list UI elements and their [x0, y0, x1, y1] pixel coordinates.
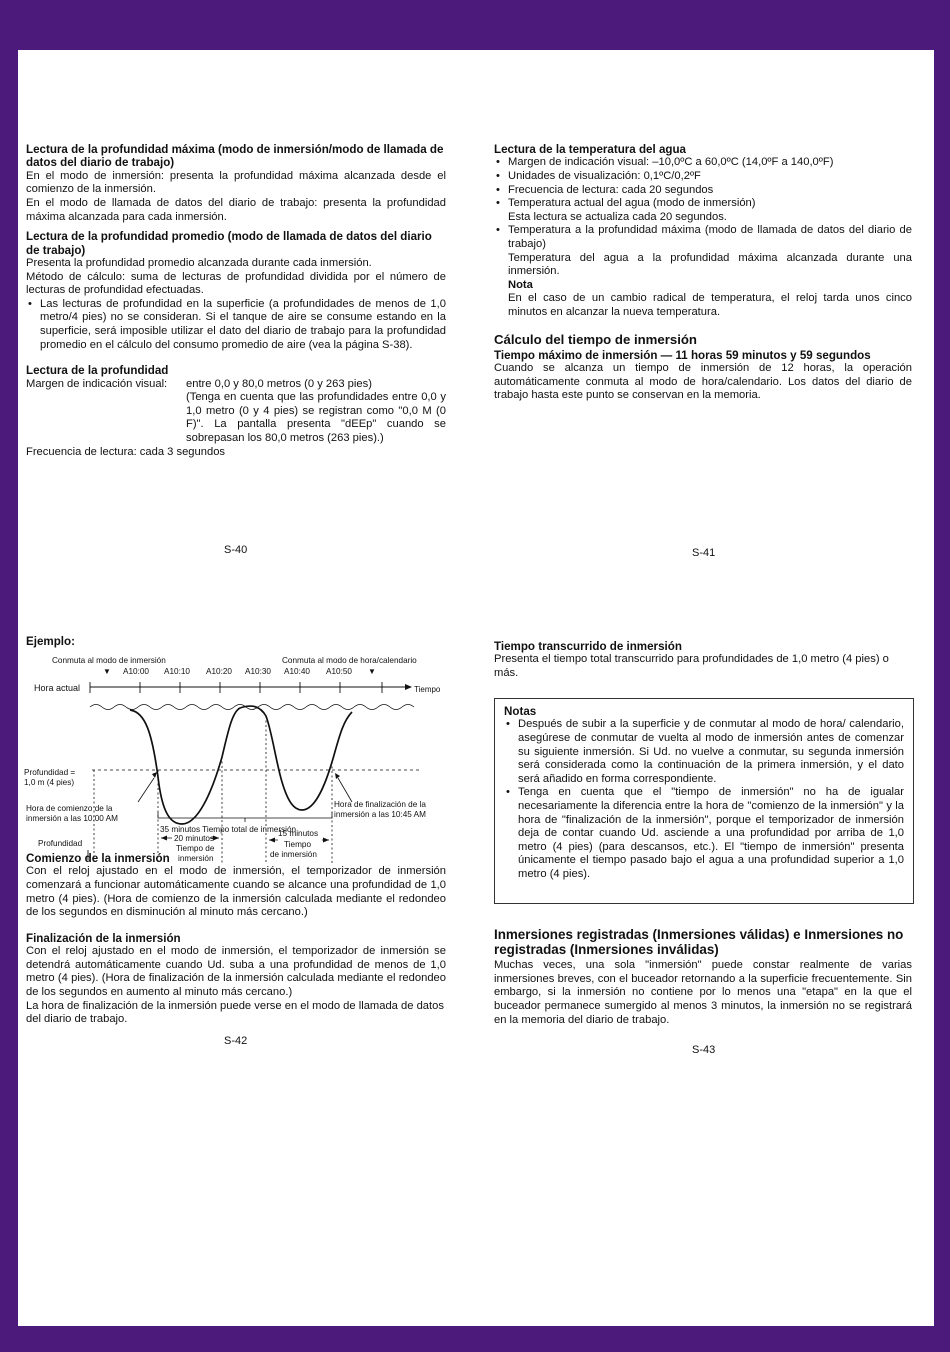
- depth-range-label: Margen de indicación visual:: [26, 377, 168, 390]
- elapsed-time-text: Presenta el tiempo total transcurrido para profundidades de 1,0 metro (4 pies) o más.: [494, 653, 889, 679]
- heading-dive-end: Finalización de la inmersión: [26, 931, 181, 945]
- tick-time-1: A10:10: [164, 667, 190, 676]
- dive2-minutes: 15 minutos: [278, 829, 319, 838]
- temp-bullet-range: • Margen de indicación visual: –10,0ºC a 60,0ºC (14,0ºF a 140,0ºF): [494, 156, 912, 170]
- heading-avg-depth: Lectura de la profundidad promedio (modo de llamada de datos del diario de trabajo): [26, 230, 432, 257]
- label-depth-level-2: 1,0 m (4 pies): [24, 778, 75, 787]
- heading-dive-start: Comienzo de la inmersión: [26, 852, 170, 865]
- label-total-time: 35 minutos Tiempo total de inmersión: [160, 825, 297, 834]
- temp-bullet-units: • Unidades de visualización: 0,1ºC/0,2ºF: [494, 170, 912, 184]
- label-depth-axis: Profundidad: [38, 839, 83, 848]
- temp-nota-label: Nota: [508, 278, 533, 291]
- notes-list: [504, 718, 904, 881]
- max-depth-text-1: En el modo de inmersión: presenta la profundidad máxima alcanzada desde el comienzo de la inmersión.: [26, 169, 446, 196]
- label-depth-level: Profundidad =: [24, 768, 76, 777]
- label-start-time-2: inmersión a las 10:00 AM: [26, 814, 118, 823]
- temp-max-sub: Temperatura del agua a la profundidad máxima alcanzada durante una inmersión.: [508, 251, 912, 278]
- depth-range-row: [26, 378, 446, 392]
- notes-content: [504, 705, 904, 882]
- avg-depth-text-2: Método de cálculo: suma de lecturas de profundidad dividida por el número de lecturas de profundidad efectuadas.: [26, 270, 446, 297]
- label-end-time: Hora de finalización de la: [334, 800, 426, 809]
- label-time-axis: Tiempo: [414, 685, 441, 694]
- label-switch-time: Conmuta al modo de hora/calendario: [282, 656, 417, 665]
- temp-current-label: Temperatura actual del agua (modo de inmersión): [508, 197, 756, 210]
- note-item-2: • Tenga en cuenta que el "tiempo de inmersión" no ha de igualar necesariamente la diferencia entre la hora de "comienzo de la inmersión" y la hora de "finalización de la inmersión", porque el temporizador de inmersión deja de contar cuando Ud. asciende a una profundidad por arriba de 1,0 metro (4 pies) (para descansos, etc.). El "tiempo de inmersión" presenta únicamente el tiempo pasado bajo el agua a una profundidad superior a 1,0 metro (4 pies).: [504, 786, 904, 881]
- temp-max-label: Temperatura a la profundidad máxima (modo de llamada de datos del diario de trabajo): [508, 224, 912, 250]
- heading-max-dive-time: Tiempo máximo de inmersión — 11 horas 59 minutos y 59 segundos: [494, 348, 871, 362]
- heading-example: Ejemplo:: [26, 635, 75, 648]
- end-leader: [338, 778, 352, 802]
- arrow-down-dive: ▼: [103, 667, 111, 676]
- example-heading: [26, 635, 446, 648]
- dive2-label-a: Tiempo: [284, 840, 311, 849]
- avg-depth-list: [26, 298, 446, 352]
- page-s40: [26, 143, 446, 459]
- start-leader-arrow: [152, 772, 157, 778]
- dive-end-text-2: La hora de finalización de la inmersión puede verse en el modo de llamada de datos del diario de trabajo.: [26, 999, 444, 1026]
- dive2-label-b: de inmersión: [270, 850, 317, 859]
- heading-logged-dives: Inmersiones registradas (Inmersiones válidas) e Inmersiones no registradas (Inmersiones inválidas): [494, 927, 904, 957]
- time-axis-ticks: [90, 682, 382, 693]
- temp-current-sub: Esta lectura se actualiza cada 20 segundos.: [508, 210, 727, 223]
- avg-depth-bullet: • Las lecturas de profundidad en la superficie (a profundidades de menos de 1,0 metro/4 pies) no se consideran. Si el tanque de aire se consume estando en la superficie, será imposible utilizar el dato del diario de trabajo para la profundidad promedio en el cálculo del consumo promedio de aire (vea la página S-38).: [26, 298, 446, 352]
- tick-time-4: A10:40: [284, 667, 310, 676]
- tick-time-5: A10:50: [326, 667, 352, 676]
- heading-depth: Lectura de la profundidad: [26, 364, 169, 378]
- label-switch-dive: Conmuta al modo de inmersión: [52, 656, 166, 665]
- dive1-minutes: 20 minutos: [174, 834, 215, 843]
- dive1-label-b: inmersión: [178, 854, 214, 863]
- heading-elapsed-time: Tiempo transcurrido de inmersión: [494, 640, 682, 653]
- dive-profile-curve: [130, 706, 352, 824]
- temp-nota-text: En el caso de un cambio radical de temperatura, el reloj tarda unos cinco minutos en alcanzar la nueva temperatura.: [508, 292, 912, 318]
- page-number-s40: S-40: [224, 544, 248, 556]
- time-axis-arrow: [405, 684, 412, 690]
- notes-label: Notas: [504, 705, 537, 718]
- tick-time-2: A10:20: [206, 667, 232, 676]
- page-s42-text: [26, 852, 446, 1027]
- depth-range-note: (Tenga en cuenta que las profundidades entre 0,0 y 1,0 metro (0 y 4 pies) se registran como "0,0 M (0 F)". La pantalla presenta "dEEp" cuando se sobrepasan los 80,0 metros (263 pies).): [186, 391, 446, 444]
- page-number-s43: S-43: [692, 1044, 716, 1056]
- total-bracket-line: [158, 812, 332, 822]
- page-number-s42: S-42: [224, 1035, 248, 1047]
- heading-max-depth: Lectura de la profundidad máxima (modo de inmersión/modo de llamada de datos del diario de trabajo): [26, 143, 444, 170]
- heading-water-temp: Lectura de la temperatura del agua: [494, 143, 687, 156]
- page-s43-top: [494, 640, 912, 681]
- manual-sheet: [18, 50, 934, 1326]
- page-s43-bottom: [494, 928, 912, 1027]
- tick-time-3: A10:30: [245, 667, 271, 676]
- heading-dive-time-calc: Cálculo del tiempo de inmersión: [494, 331, 697, 347]
- note-item-1: • Después de subir a la superficie y de conmutar al modo de hora/ calendario, asegúrese de conmutar de vuelta al modo de inmersión antes de comenzar su siguiente inmersión. Si Ud. no vuelve a conmutar, su segunda inmersión será considerada como la continuación de la primera inmersión, y el dato será añadido en forma correspondiente.: [504, 718, 904, 786]
- start-leader: [138, 778, 154, 802]
- depth-range-value: entre 0,0 y 80,0 metros (0 y 263 pies): [186, 377, 372, 390]
- avg-depth-text-1: Presenta la profundidad promedio alcanzada durante cada inmersión.: [26, 257, 372, 269]
- temp-bullet-frequency: • Frecuencia de lectura: cada 20 segundos: [494, 184, 912, 198]
- label-current-time: Hora actual: [34, 683, 81, 693]
- page-s41: [494, 143, 912, 403]
- temp-bullet-max-depth: [494, 224, 912, 319]
- dive-time-calc-text: Cuando se alcanza un tiempo de inmersión de 12 horas, la operación automáticamente conmuta al modo de hora/calendario. Los datos del diario de trabajo hasta este punto se conservan en la memoria.: [494, 361, 912, 402]
- tick-time-0: A10:00: [123, 667, 149, 676]
- max-depth-text-2: En el modo de llamada de datos del diario de trabajo: presenta la profundidad máxima alcanzada para cada inmersión.: [26, 197, 446, 223]
- temp-bullet-current: [494, 197, 912, 224]
- dive1-label-a: Tiempo de: [176, 844, 215, 853]
- depth-frequency: Frecuencia de lectura: cada 3 segundos: [26, 445, 226, 458]
- label-end-time-2: inmersión a las 10:45 AM: [334, 810, 426, 819]
- arrow-down-time: ▼: [368, 667, 376, 676]
- end-leader-arrow: [335, 773, 340, 779]
- total-bracket: [20, 808, 450, 848]
- label-start-time: Hora de comienzo de la: [26, 804, 113, 813]
- temp-list: [494, 156, 912, 319]
- page-number-s41: S-41: [692, 547, 716, 559]
- logged-dives-text: Muchas veces, una sola "inmersión" puede constar realmente de varias inmersiones breves, con el buceador retornando a la superficie frecuentemente. Sin embargo, si la inmersión no contiene por lo menos una "etapa" en la que el buceador permanece sumergido al menos 3 minutos, la inmersión no se registrará en la memoria del diario de trabajo.: [494, 959, 912, 1026]
- dive-end-text: Con el reloj ajustado en el modo de inmersión, el temporizador de inmersión se detendrá automáticamente cuando Ud. suba a una profundidad de menos de 1,0 metro (4 pies). (Hora de finalización de la inmersión calculada mediante el redondeo de los segundos en aumento al minuto más cercano.): [26, 945, 446, 998]
- notes-box: [494, 698, 914, 904]
- dive-start-text: Con el reloj ajustado en el modo de inmersión, el temporizador de inmersión comenzará a funcionar automáticamente cuando se alcance una profundidad de 1,0 metro (4 pies). (Hora de comienzo de la inmersión calculada mediante el redondeo de los segundos en disminución al minuto más cercano.): [26, 865, 446, 919]
